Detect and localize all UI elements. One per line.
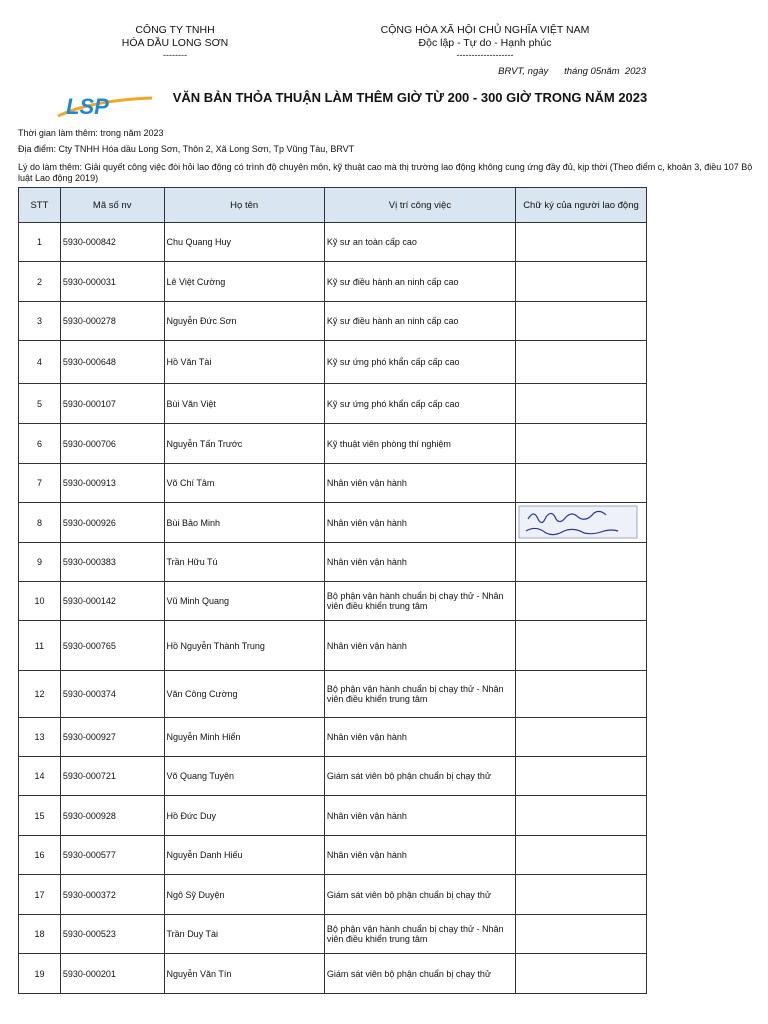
row-signature [516,836,647,875]
row-signature [516,671,647,718]
row-full-name: Văn Công Cường [164,671,324,718]
row-stt: 15 [19,796,61,836]
row-stt: 19 [19,954,61,994]
table-row [19,464,647,503]
row-employee-id: 5930-000523 [60,915,164,954]
row-employee-id: 5930-000577 [60,836,164,875]
row-stt: 5 [19,384,61,424]
row-signature [516,954,647,994]
row-stt: 2 [19,262,61,302]
row-employee-id: 5930-000278 [60,302,164,341]
row-position: Kỹ sư điều hành an ninh cấp cao [324,262,515,302]
row-employee-id: 5930-000842 [60,223,164,262]
row-full-name: Nguyễn Minh Hiển [164,718,324,757]
row-stt: 3 [19,302,61,341]
table-row [19,262,647,302]
row-full-name: Hồ Văn Tài [164,341,324,384]
col-employee-id: Mã số nv [60,188,164,223]
row-position: Nhân viên vận hành [324,718,515,757]
row-full-name: Vũ Minh Quang [164,582,324,621]
table-row [19,223,647,262]
logo-text: LSP [66,94,109,119]
row-position: Bộ phận vận hành chuẩn bị chạy thử - Nhân viên điều khiển trung tâm [324,915,515,954]
row-stt: 10 [19,582,61,621]
table-row [19,503,647,543]
row-full-name: Trần Duy Tài [164,915,324,954]
row-position: Kỹ sư ứng phó khẩn cấp cấp cao [324,384,515,424]
row-signature [516,464,647,503]
row-employee-id: 5930-000107 [60,384,164,424]
row-employee-id: 5930-000928 [60,796,164,836]
row-full-name: Lê Việt Cường [164,262,324,302]
table-header-row [19,188,647,223]
row-employee-id: 5930-000201 [60,954,164,994]
row-stt: 8 [19,503,61,543]
table-row [19,302,647,341]
row-signature [516,503,647,543]
row-full-name: Bùi Văn Việt [164,384,324,424]
row-employee-id: 5930-000383 [60,543,164,582]
row-position: Kỹ sư ứng phó khẩn cấp cấp cao [324,341,515,384]
row-signature [516,543,647,582]
table-row [19,341,647,384]
col-full-name: Họ tên [164,188,324,223]
table-row [19,836,647,875]
row-position: Kỹ sư điều hành an ninh cấp cao [324,302,515,341]
row-employee-id: 5930-000765 [60,621,164,671]
row-full-name: Võ Chí Tâm [164,464,324,503]
row-signature [516,915,647,954]
row-stt: 13 [19,718,61,757]
row-employee-id: 5930-000374 [60,671,164,718]
col-position: Vị trí công việc [324,188,515,223]
row-full-name: Trần Hữu Tú [164,543,324,582]
row-stt: 14 [19,757,61,796]
row-position: Bộ phận vận hành chuẩn bị chạy thử - Nhân viên điều khiển trung tâm [324,582,515,621]
row-position: Nhân viên vận hành [324,836,515,875]
row-position: Nhân viên vận hành [324,464,515,503]
row-signature [516,384,647,424]
row-signature [516,223,647,262]
row-stt: 18 [19,915,61,954]
row-signature [516,341,647,384]
row-employee-id: 5930-000927 [60,718,164,757]
row-employee-id: 5930-000372 [60,875,164,915]
row-stt: 12 [19,671,61,718]
row-employee-id: 5930-000031 [60,262,164,302]
row-employee-id: 5930-000913 [60,464,164,503]
table-row [19,384,647,424]
overtime-table [18,187,647,994]
row-stt: 16 [19,836,61,875]
row-employee-id: 5930-000648 [60,341,164,384]
row-signature [516,718,647,757]
info-place: Địa điểm: Cty TNHH Hóa dầu Long Sơn, Thôn 2, Xã Long Sơn, Tp Vũng Tàu, BRVT [18,144,355,154]
row-signature [516,582,647,621]
row-stt: 11 [19,621,61,671]
company-line1: CÔNG TY TNHH [135,24,215,36]
row-signature [516,796,647,836]
page-title: VĂN BẢN THỎA THUẬN LÀM THÊM GIỜ TỪ 200 - 300 GIỜ TRONG NĂM 2023 [172,90,648,105]
row-full-name: Nguyễn Văn Tín [164,954,324,994]
row-full-name: Hồ Nguyễn Thành Trung [164,621,324,671]
row-full-name: Nguyễn Tấn Trước [164,424,324,464]
nation-line1: CỘNG HÒA XÃ HỘI CHỦ NGHĨA VIỆT NAM [380,24,590,36]
row-stt: 1 [19,223,61,262]
table-row [19,621,647,671]
row-position: Giám sát viên bộ phận chuẩn bị chạy thử [324,954,515,994]
row-position: Kỹ thuật viên phòng thí nghiệm [324,424,515,464]
table-row [19,582,647,621]
table-row [19,671,647,718]
row-full-name: Võ Quang Tuyên [164,757,324,796]
handwritten-signature [518,505,638,539]
table-row [19,718,647,757]
row-position: Giám sát viên bộ phận chuẩn bị chạy thử [324,757,515,796]
table-row [19,954,647,994]
nation-line2: Độc lập - Tự do - Hạnh phúc [418,37,552,49]
info-reason: Lý do làm thêm: Giải quyết công việc đòi hỏi lao động có trình độ chuyên môn, kỹ thuật cao mà thị trường lao động không cung ứng đầy đủ, kịp thời (Theo điểm c, khoản 3, điều 107 Bộ luật Lao động 2019) [18,162,753,183]
nation-header [360,24,610,61]
row-employee-id: 5930-000706 [60,424,164,464]
info-time: Thời gian làm thêm: trong năm 2023 [18,128,164,138]
company-logo [52,90,162,124]
col-signature: Chữ ký của người lao động [516,188,647,223]
row-full-name: Chu Quang Huy [164,223,324,262]
table-row [19,796,647,836]
row-stt: 6 [19,424,61,464]
row-full-name: Nguyễn Danh Hiếu [164,836,324,875]
table-row [19,543,647,582]
nation-dashes: ------------------- [456,50,514,60]
row-position: Kỹ sư an toàn cấp cao [324,223,515,262]
row-signature [516,757,647,796]
row-employee-id: 5930-000142 [60,582,164,621]
row-stt: 4 [19,341,61,384]
row-full-name: Hồ Đức Duy [164,796,324,836]
row-stt: 9 [19,543,61,582]
row-position: Bộ phận vận hành chuẩn bị chạy thử - Nhân viên điều khiển trung tâm [324,671,515,718]
table-row [19,424,647,464]
table-row [19,757,647,796]
row-position: Nhân viên vận hành [324,796,515,836]
row-signature [516,424,647,464]
row-stt: 7 [19,464,61,503]
company-line2: HÓA DẦU LONG SƠN [121,37,229,49]
row-signature [516,621,647,671]
row-employee-id: 5930-000721 [60,757,164,796]
row-employee-id: 5930-000926 [60,503,164,543]
row-signature [516,262,647,302]
row-position: Nhân viên vận hành [324,621,515,671]
row-stt: 17 [19,875,61,915]
row-position: Nhân viên vận hành [324,503,515,543]
table-row [19,875,647,915]
company-dashes: -------- [163,50,187,60]
col-stt: STT [19,188,61,223]
table-row [19,915,647,954]
row-signature [516,302,647,341]
row-full-name: Bùi Bảo Minh [164,503,324,543]
company-header [80,24,270,61]
row-signature [516,875,647,915]
row-position: Giám sát viên bộ phận chuẩn bị chạy thử [324,875,515,915]
row-full-name: Nguyễn Đức Sơn [164,302,324,341]
row-full-name: Ngô Sỹ Duyện [164,875,324,915]
date-line: BRVT, ngày tháng 05năm 2023 [498,66,646,77]
row-position: Nhân viên vận hành [324,543,515,582]
